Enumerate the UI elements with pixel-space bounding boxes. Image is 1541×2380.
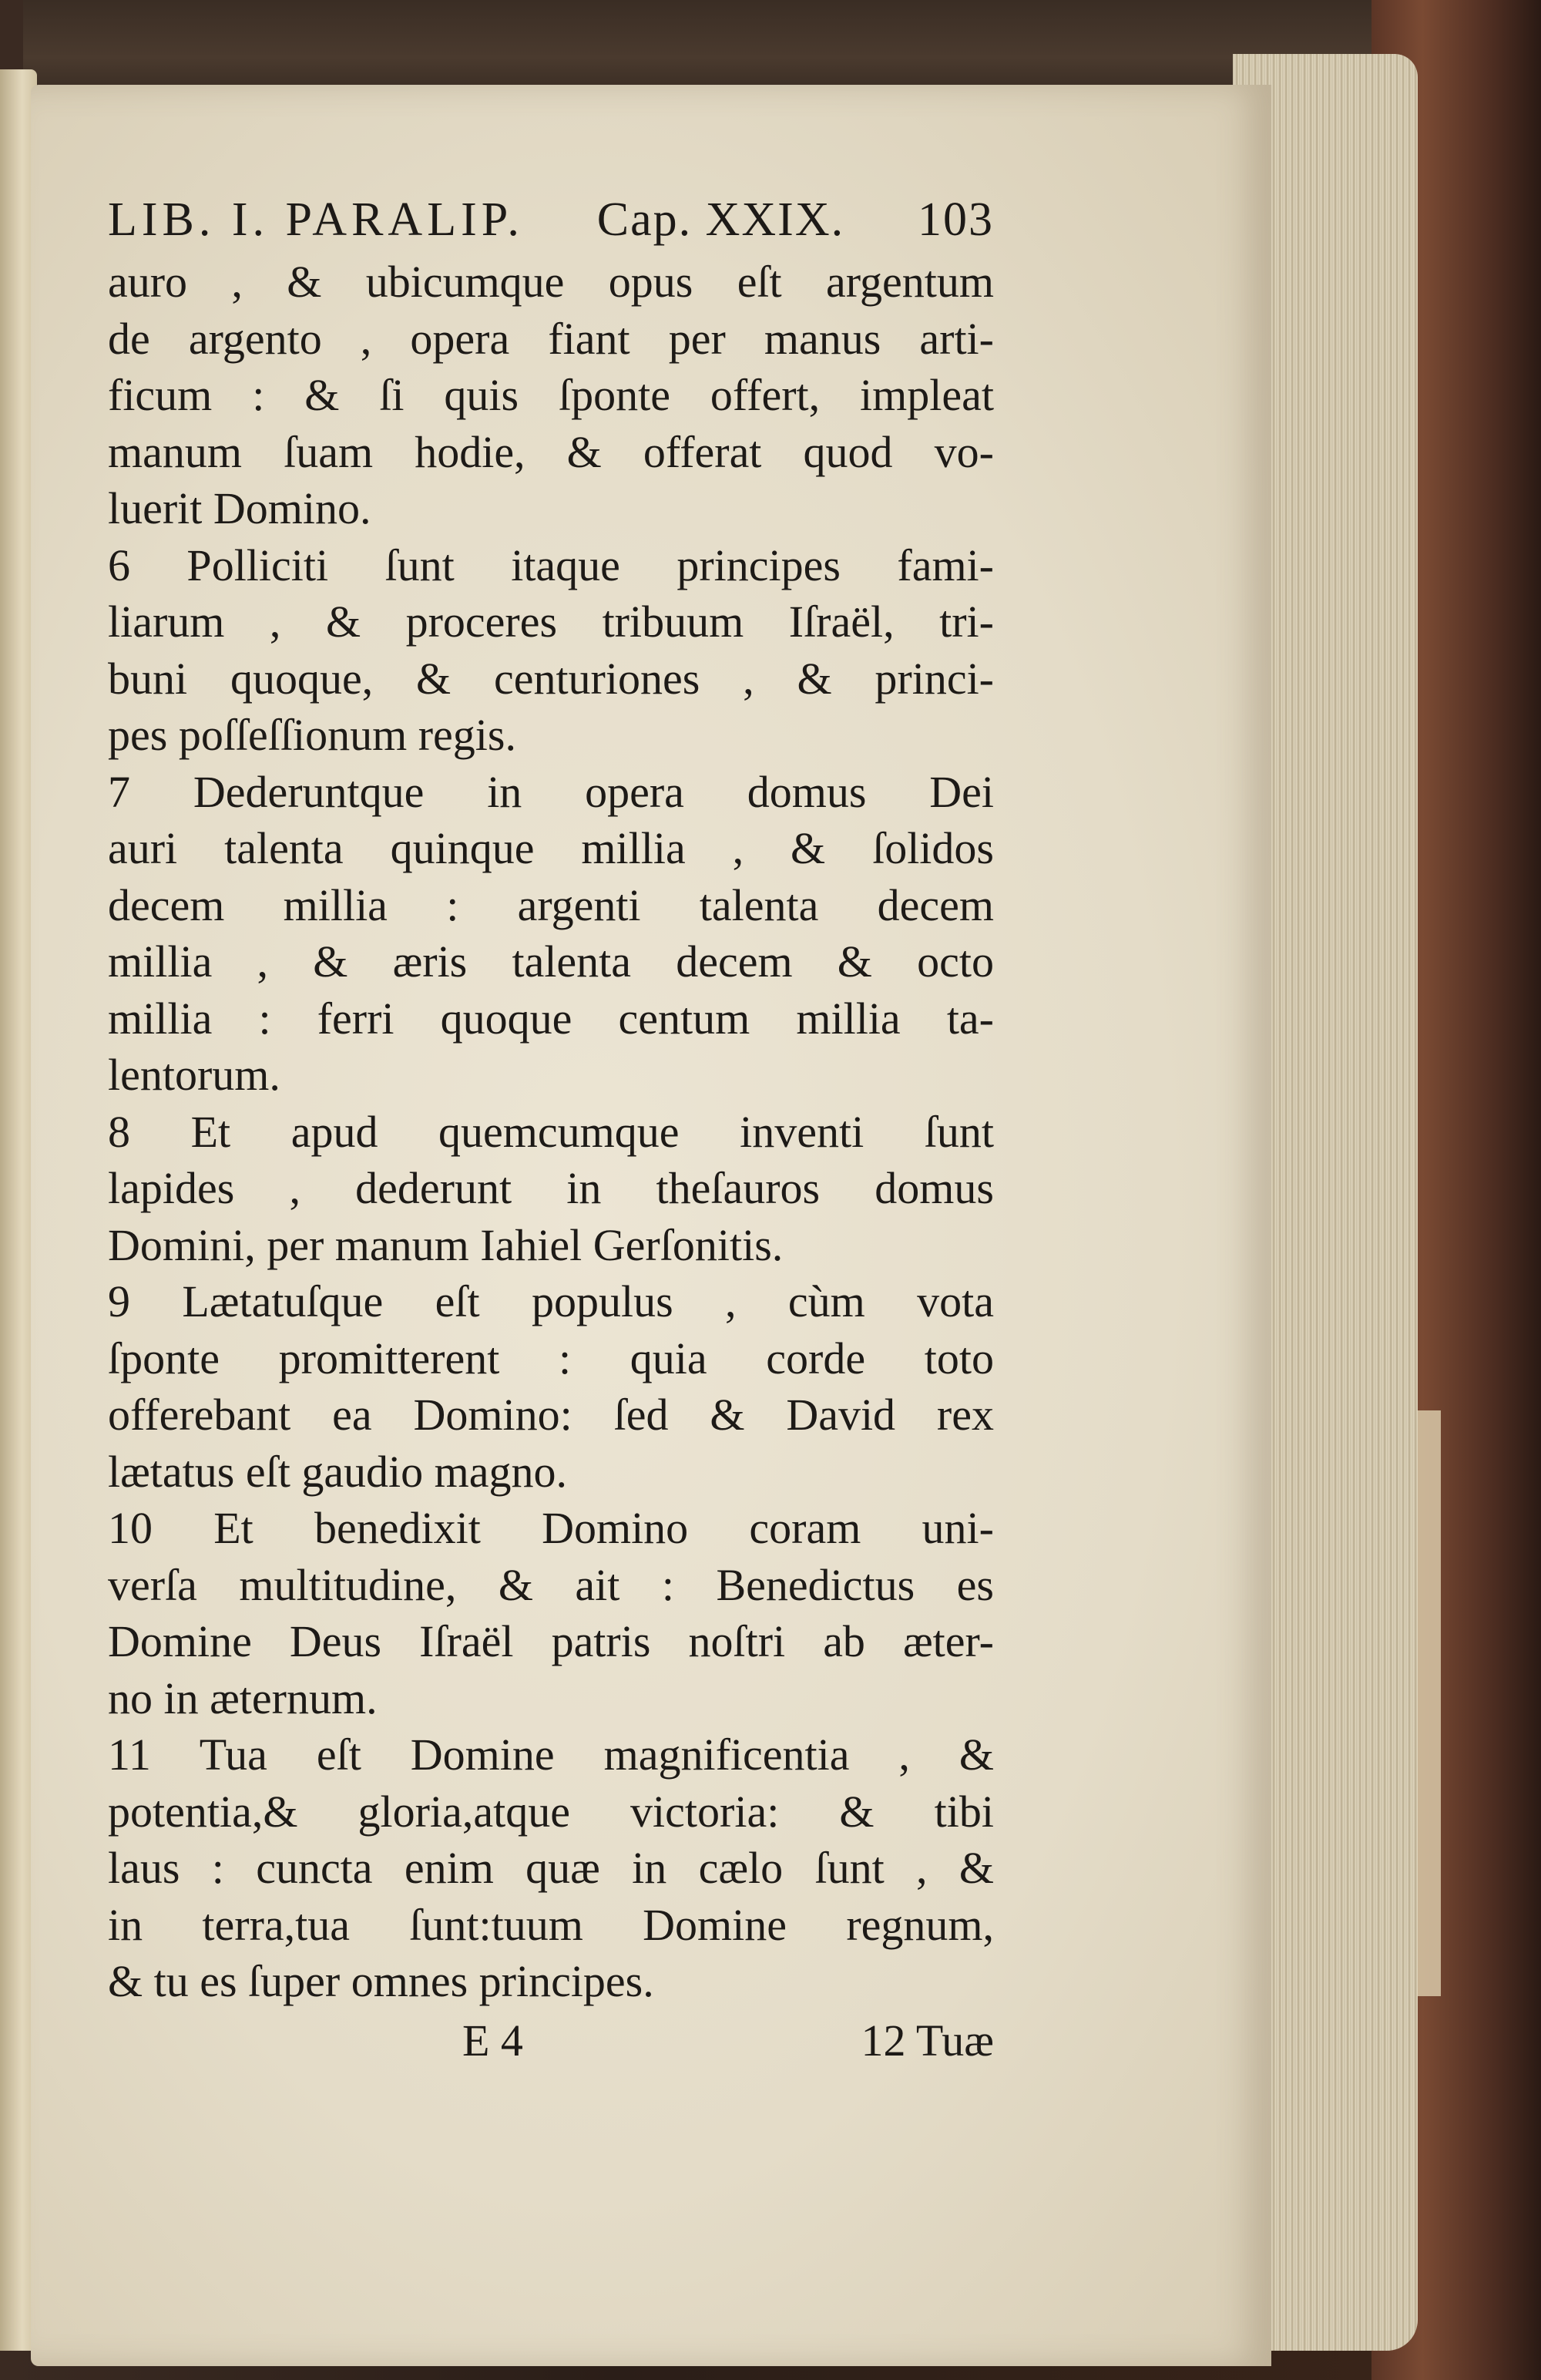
text-line: Domine Deus Iſraël patris noſtri ab æter- <box>108 1616 994 1666</box>
text-line: in terra,tua ſunt:tuum Domine regnum, <box>108 1899 994 1950</box>
text-line: ſponte promitterent : quia corde toto <box>108 1333 994 1383</box>
text-line: & tu es ſuper omnes principes. <box>108 1956 654 2006</box>
text-line: 7 Dederuntque in opera domus Dei <box>108 766 994 817</box>
text-line: ficum : & ſi quis ſponte offert, impleat <box>108 370 994 420</box>
running-header <box>108 193 994 247</box>
text-line: laus : cuncta enim quæ in cælo ſunt , & <box>108 1843 994 1893</box>
text-line: buni quoque, & centuriones , & princi- <box>108 653 994 704</box>
text-line: 10 Et benedixit Domino coram uni- <box>108 1503 994 1553</box>
text-line: auro , & ubicumque opus eſt argentum <box>108 257 994 307</box>
text-line: lentorum. <box>108 1050 280 1100</box>
book-page <box>31 85 1271 2366</box>
text-line: luerit Domino. <box>108 483 371 533</box>
text-line: potentia,& gloria,atque victoria: & tibi <box>108 1786 994 1837</box>
running-title: LIB. I. PARALIP. <box>108 193 524 246</box>
text-line: lapides , dederunt in theſauros domus <box>108 1163 994 1213</box>
text-line: decem millia : argenti talenta decem <box>108 879 994 930</box>
text-line: millia : ferri quoque centum millia ta- <box>108 993 994 1044</box>
text-line: 9 Lætatuſque eſt populus , cùm vota <box>108 1276 994 1326</box>
text-line: manum ſuam hodie, & offerat quod vo- <box>108 426 994 477</box>
text-line: lætatus eſt gaudio magno. <box>108 1446 568 1497</box>
text-line: 11 Tua eſt Domine magnificentia , & <box>108 1730 994 1780</box>
text-line: 6 Polliciti ſunt itaque principes fami- <box>108 540 994 590</box>
text-line: offerebant ea Domino: ſed & David rex <box>108 1390 994 1440</box>
page-number: 103 <box>918 193 994 246</box>
text-block <box>108 193 994 2066</box>
signature-mark: E 4 <box>462 2015 523 2066</box>
chapter-label: Cap. XXIX. <box>596 193 845 246</box>
text-line: 8 Et apud quemcumque inventi ſunt <box>108 1106 994 1157</box>
text-line: liarum , & proceres tribuum Iſraël, tri- <box>108 597 994 647</box>
text-line: Domini, per manum Iahiel Gerſonitis. <box>108 1219 784 1270</box>
page-footer <box>108 2015 994 2066</box>
text-line: no in æternum. <box>108 1672 378 1723</box>
catchword: 12 Tuæ <box>861 2015 994 2066</box>
text-line: verſa multitudine, & ait : Benedictus es <box>108 1559 994 1610</box>
text-line: auri talenta quinque millia , & ſolidos <box>108 823 994 873</box>
text-line: pes poſſeſſionum regis. <box>108 710 516 760</box>
text-line: de argento , opera fiant per manus arti- <box>108 313 994 364</box>
text-line: millia , & æris talenta decem & octo <box>108 936 994 987</box>
